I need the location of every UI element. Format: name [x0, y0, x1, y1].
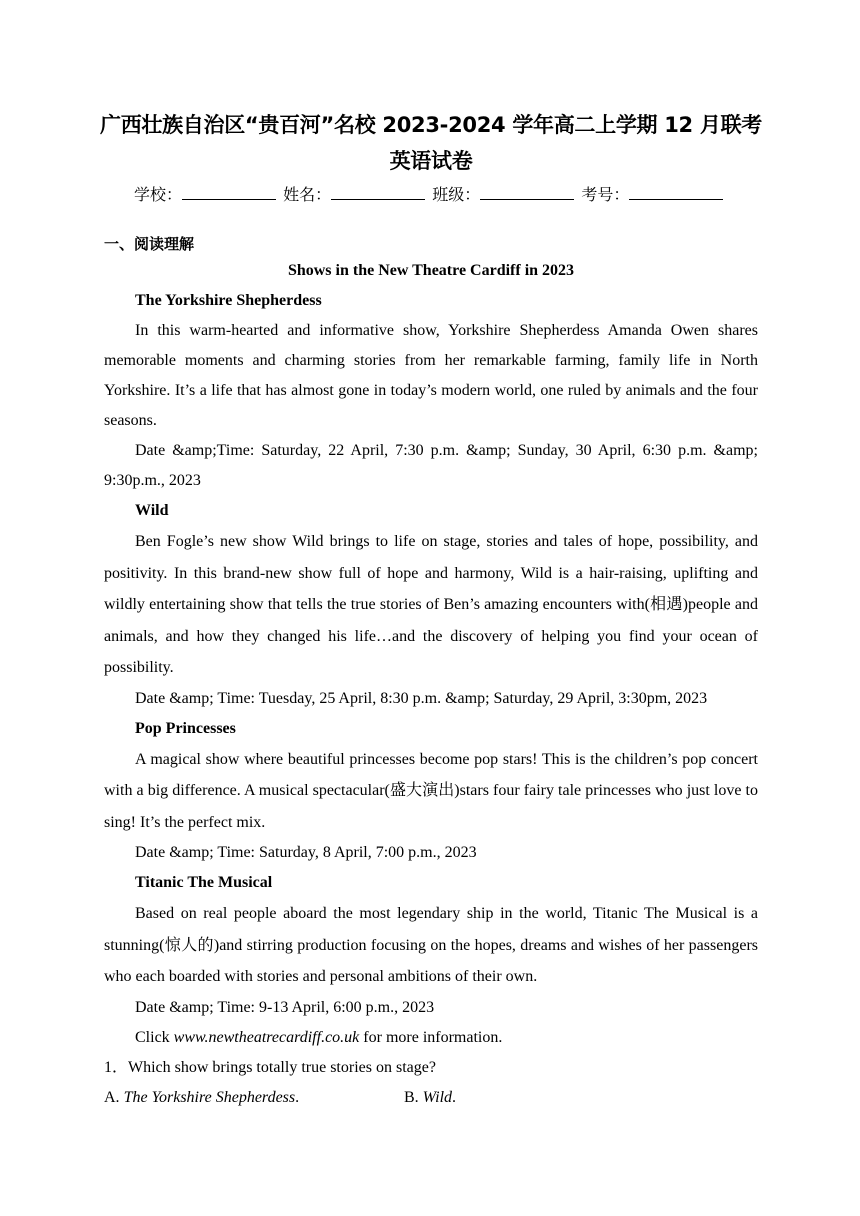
show-title: Titanic The Musical	[135, 874, 273, 891]
option-a[interactable]	[104, 1083, 404, 1113]
website-link[interactable]: www.newtheatrecardiff.co.uk	[173, 1028, 360, 1046]
field-label-class: 班级：	[432, 185, 481, 204]
option-text: The Yorkshire Shepherdess	[123, 1088, 296, 1106]
more-info-line	[104, 1023, 758, 1053]
show-description: Based on real people aboard the most legendary ship in the world, Titanic The Musical is a stunning(惊人的)and stirring production focusing on the hopes, dreams and wishes of her passengers who each boarded with stories and personal ambitions of their own.	[104, 905, 758, 985]
field-blank-class[interactable]	[480, 185, 574, 200]
field-label-exam-number: 考号：	[581, 185, 630, 204]
option-end: .	[452, 1088, 457, 1106]
show-date: Date &amp; Time: Saturday, 8 April, 7:00 p.m., 2023	[135, 844, 477, 861]
option-letter: B.	[404, 1088, 423, 1106]
question-stem: 1．Which show brings totally true stories on stage?	[104, 1058, 436, 1076]
more-info-prefix: Click	[135, 1028, 174, 1046]
field-blank-school[interactable]	[182, 185, 276, 200]
passage-title: Shows in the New Theatre Cardiff in 2023	[287, 262, 575, 279]
show-title: Wild	[135, 502, 169, 519]
field-label-name: 姓名：	[283, 185, 332, 204]
show-date: Date &amp; Time: 9-13 April, 6:00 p.m., 2023	[135, 998, 435, 1016]
more-info-suffix: for more information.	[359, 1028, 503, 1046]
show-date: Date &amp;Time: Saturday, 22 April, 7:30 p.m. &amp; Sunday, 30 April, 6:30 p.m. &amp; 9:30p.m., 2023	[104, 442, 758, 489]
reading-passage	[104, 256, 758, 1113]
option-text: Wild	[422, 1088, 453, 1106]
exam-title-line2: 英语试卷	[389, 149, 473, 173]
field-label-school: 学校：	[134, 185, 183, 204]
show-description: Ben Fogle’s new show Wild brings to life on stage, stories and tales of hope, possibility, and positivity. In this brand-new show full of hope and harmony, Wild is a hair-raising, uplifting and wildly entertaining show that tells the true stories of Ben’s amazing encounters with(相遇)people and animals, and how they changed his life…and the discovery of helping you find your ocean of possibility.	[104, 533, 758, 676]
section-heading: 一、阅读理解	[104, 235, 195, 253]
answer-options	[104, 1083, 758, 1113]
field-blank-exam-number[interactable]	[629, 185, 723, 200]
student-info-fields	[134, 182, 725, 205]
option-letter: A.	[104, 1088, 124, 1106]
option-end: .	[295, 1088, 300, 1106]
exam-title-line1: 广西壮族自治区“贵百河”名校 2023-2024 学年高二上学期 12 月联考	[100, 113, 762, 137]
field-blank-name[interactable]	[331, 185, 425, 200]
show-description: A magical show where beautiful princesses become pop stars! This is the children’s pop concert with a big difference. A musical spectacular(盛大演出)stars four fairy tale princesses who just love to sing! It’s the perfect mix.	[104, 750, 758, 831]
show-description: In this warm-hearted and informative show, Yorkshire Shepherdess Amanda Owen shares memorable moments and charming stories from her remarkable farming, family life in North Yorkshire. It’s a life that has almost gone in today’s modern world, one ruled by animals and the four seasons.	[104, 322, 758, 429]
show-title: Pop Princesses	[135, 719, 236, 737]
option-b[interactable]	[404, 1083, 704, 1113]
show-title: The Yorkshire Shepherdess	[135, 292, 322, 309]
show-date: Date &amp; Time: Tuesday, 25 April, 8:30 p.m. &amp; Saturday, 29 April, 3:30pm, 2023	[135, 689, 708, 707]
